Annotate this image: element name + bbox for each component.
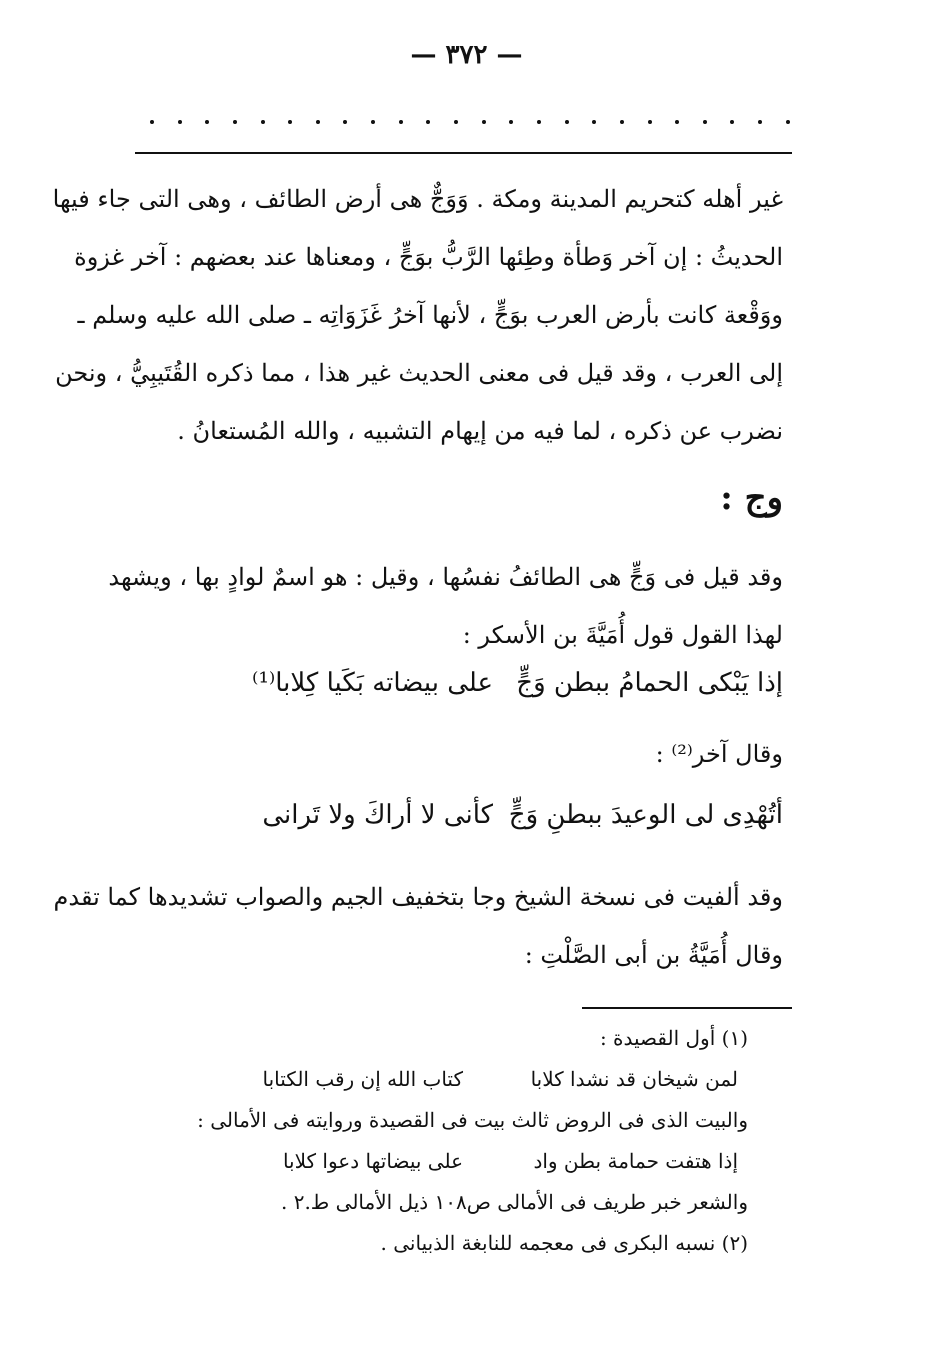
text-line: وقد قيل فى وَجٍّ هى الطائفُ نفسُها ، وقيل : هو اسمٌ لوادٍ بها ، ويشهد (108, 563, 783, 591)
paragraph-3 (54, 868, 784, 984)
footnote-1-verse-2-second: على بيضاتها دعوا كلابا (282, 1149, 463, 1173)
dot (648, 120, 652, 124)
dot (509, 120, 513, 124)
dot (565, 120, 569, 124)
dot (703, 120, 707, 124)
ornament-dots (150, 120, 790, 124)
dot (178, 120, 182, 124)
said-other (656, 725, 783, 783)
dot (758, 120, 762, 124)
text-line: وقال أُمَيَّةُ بن أبى الصَّلْتِ : (524, 941, 783, 969)
intro-paragraph (53, 170, 783, 460)
text-line: إلى العرب ، وقد قيل فى معنى الحديث غير هذا ، مما ذكره القُتَيبِيُّ ، ونحن (55, 359, 783, 387)
verse-1-first-hemistich: إذا يَبْكى الحمامُ ببطن وَجٍّ (516, 668, 783, 698)
footnote-line: (٢) نسبه البكرى فى معجمه للنابغة الذبيانى . (380, 1231, 748, 1255)
footnote-1-verse-2-first: إذا هتفت حمامة بطن واد (533, 1149, 738, 1173)
footnote-line: والشعر خبر طريف فى الأمالى ص١٠٨ ذيل الأمالى ط.٢ . (280, 1190, 748, 1214)
footnote-1-text (197, 1100, 748, 1141)
dot (343, 120, 347, 124)
dot (233, 120, 237, 124)
dot (371, 120, 375, 124)
text-line: نضرب عن ذكره ، لما فيه من إيهام التشبيه ، والله المُستعانُ . (177, 417, 783, 445)
dot (150, 120, 154, 124)
dot (426, 120, 430, 124)
dot (730, 120, 734, 124)
footnote-line: والبيت الذى فى الروض ثالث بيت فى القصيدة وروايته فى الأمالى : (197, 1108, 748, 1132)
dot (399, 120, 403, 124)
paragraph-2 (108, 548, 783, 664)
footnote-1-source (281, 1182, 748, 1223)
dot (205, 120, 209, 124)
top-divider (135, 152, 792, 154)
footnote-1-verse-1-second: كتاب الله إن رقب الكتابا (262, 1067, 463, 1091)
footnote-divider (582, 1007, 792, 1009)
dot (316, 120, 320, 124)
text-line: ووَقْعة كانت بأرض العرب بوَجٍّ ، لأنها آخرُ غَزَوَاتِه ـ صلى الله عليه وسلم ـ (77, 301, 783, 329)
text-line: غير أهله كتحريم المدينة ومكة . وَوَجٌّ هى أرض الطائف ، وهى التى جاء فيها (52, 185, 783, 213)
verse-1-second-hemistich: على بيضاته بَكَيا كِلابا⁽¹⁾ (252, 668, 493, 698)
dot (537, 120, 541, 124)
text-line: وقد ألفيت فى نسخة الشيخ وجا بتخفيف الجيم والصواب تشديدها كما تقدم (53, 883, 783, 911)
text-line: الحديثُ : إن آخر وَطأة وطِئها الرَّبُّ بوَجٍّ ، ومعناها عند بعضهم : آخر غزوة (74, 243, 783, 271)
section-heading: وج : (720, 478, 783, 518)
footnote-line: (١) أول القصيدة : (599, 1026, 748, 1050)
dot (261, 120, 265, 124)
dot (675, 120, 679, 124)
verse-2-second-hemistich: كأنى لا أراكَ ولا تَرانى (262, 800, 493, 830)
page-number: — ٣٧٢ — (410, 40, 523, 70)
dot (620, 120, 624, 124)
text-line: لهذا القول قول أُمَيَّةَ بن الأسكر : (462, 621, 783, 649)
dot (482, 120, 486, 124)
footnote-1-title (600, 1018, 748, 1059)
verse-2-first-hemistich: أتُهْدِى لى الوعيدَ ببطنِ وَجٍّ (508, 800, 783, 830)
text-line: وقال آخر⁽²⁾ : (655, 740, 783, 768)
footnote-1-verse-1-first: لمن شيخان قد نشدا كلابا (530, 1067, 738, 1091)
dot (454, 120, 458, 124)
dot (288, 120, 292, 124)
footnote-2 (381, 1223, 748, 1264)
dot (786, 120, 790, 124)
dot (592, 120, 596, 124)
